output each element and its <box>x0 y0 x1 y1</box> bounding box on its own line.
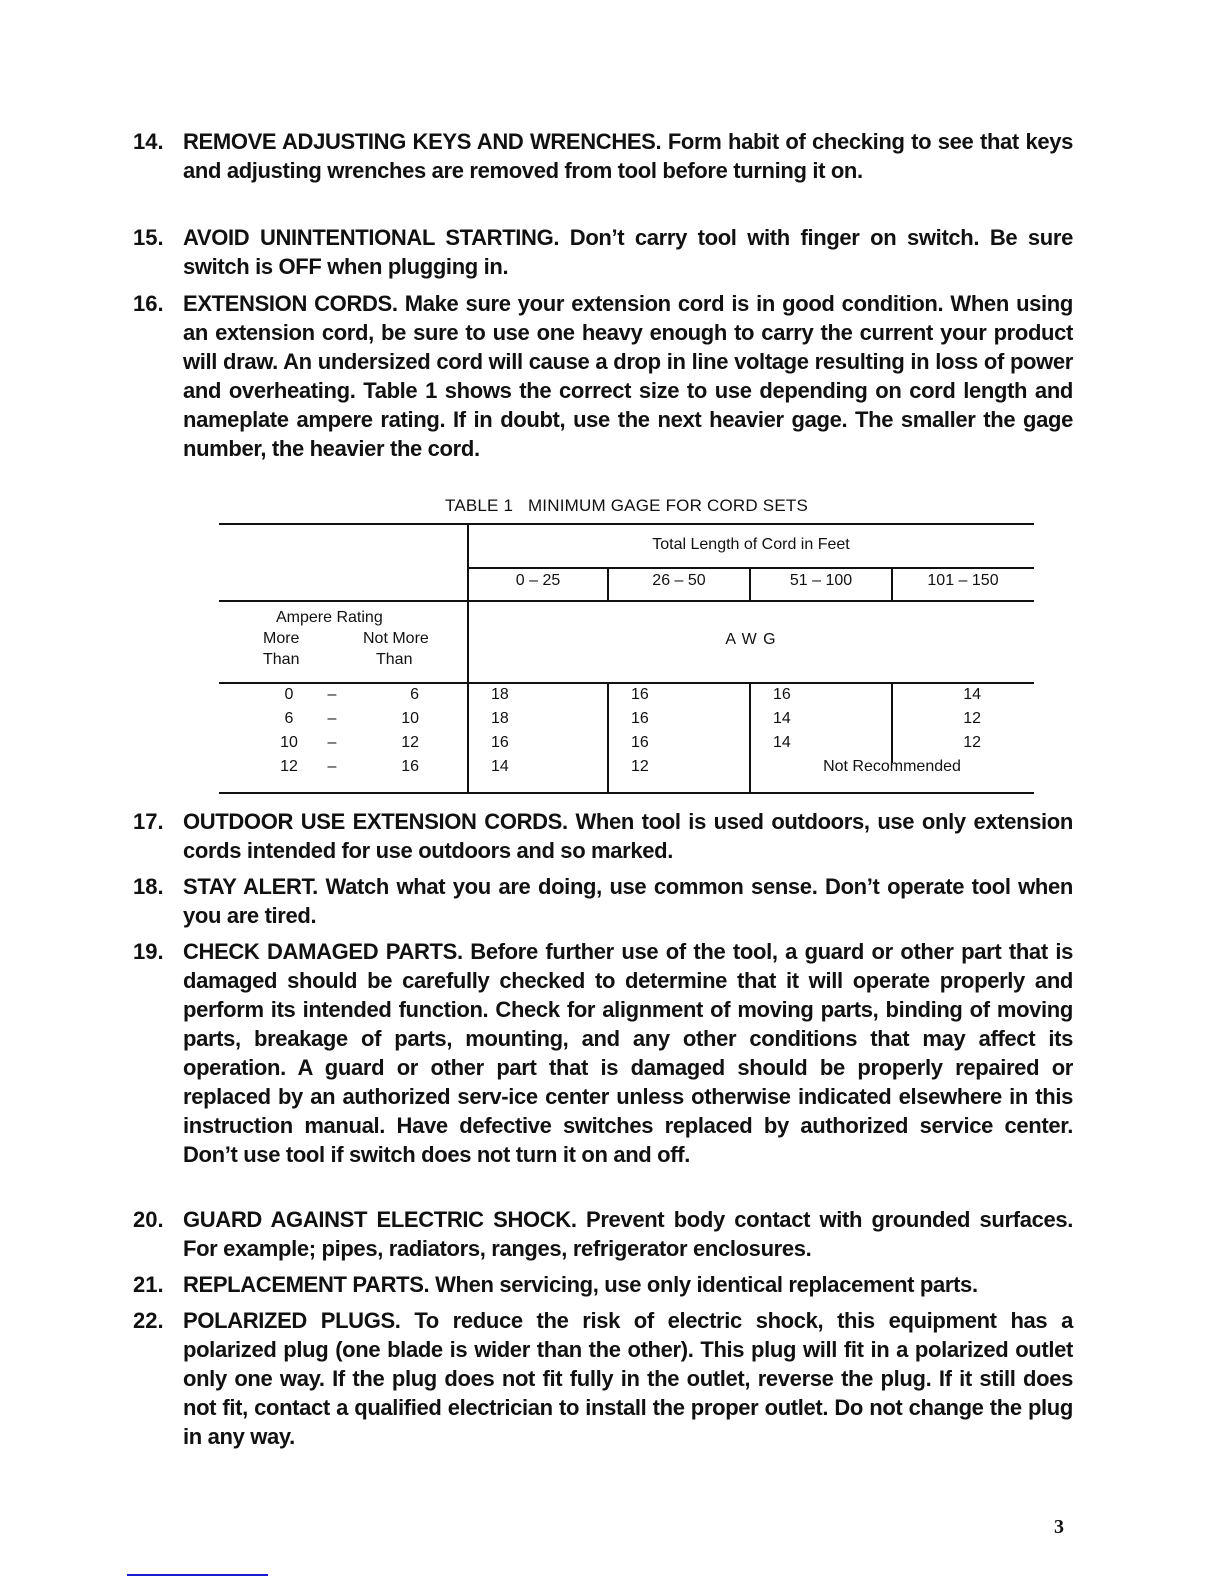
more-than-label: More <box>263 630 300 647</box>
ampere-not-more: 10 <box>401 710 419 727</box>
item-text: To reduce the risk of electric shock, this equipment has a polarized plug (one blade is wider than the other). This plug will fit in a polarized outlet only one way. If the plug does not fit fully in the outlet, reverse the plug. If it still does not fit, contact a qualified electrician to install the proper outlet. Do not change the plug in any way. <box>183 1308 1073 1449</box>
ampere-not-more: 6 <box>410 686 419 703</box>
item-body <box>183 807 1073 865</box>
item-heading: REMOVE ADJUSTING KEYS AND WRENCHES. <box>183 129 668 154</box>
gage-value: 18 <box>491 686 509 703</box>
item-text: Form habit of checking to see that keys and adjusting wrenches are removed from tool before turning it on. <box>183 129 1073 183</box>
gage-value: 14 <box>963 686 981 703</box>
gage-value: 12 <box>631 758 649 775</box>
table-col-divider-3 <box>891 683 893 763</box>
gage-value: 14 <box>491 758 509 775</box>
item-body <box>183 127 1073 185</box>
gage-value: 16 <box>631 686 649 703</box>
safety-item-20 <box>133 1205 1073 1263</box>
item-heading: POLARIZED PLUGS. <box>183 1308 415 1333</box>
safety-item-15 <box>133 223 1073 281</box>
gage-value: 16 <box>491 734 509 751</box>
safety-item-19 <box>133 937 1073 1169</box>
awg-label: A W G <box>725 631 777 648</box>
safety-item-17 <box>133 807 1073 865</box>
item-heading: EXTENSION CORDS. <box>183 291 405 316</box>
table-col-divider-1 <box>607 683 609 793</box>
ampere-more-than: 6 <box>284 710 294 727</box>
gage-value: 16 <box>631 710 649 727</box>
item-number: 18. <box>133 874 164 899</box>
ampere-dash: – <box>327 758 337 775</box>
ampere-dash: – <box>327 686 337 703</box>
page-number: 3 <box>1054 1516 1064 1538</box>
not-more-than-label: Than <box>376 651 413 668</box>
item-heading: CHECK DAMAGED PARTS. <box>183 939 471 964</box>
item-heading: AVOID UNINTENTIONAL STARTING. <box>183 225 570 250</box>
ampere-dash: – <box>327 710 337 727</box>
cord-gage-table <box>219 523 1034 794</box>
item-text: Watch what you are doing, use common sense. Don’t operate tool when you are tired. <box>183 874 1073 928</box>
item-text: Prevent body contact with grounded surfaces. For example; pipes, radiators, ranges, refrigerator enclosures. <box>183 1207 1074 1261</box>
item-body <box>183 872 1073 930</box>
item-body <box>183 1270 1073 1299</box>
item-text: Make sure your extension cord is in good condition. When using an extension cord, be sure to use one heavy enough to carry the current your product will draw. An undersized cord will cause a drop in line voltage resulting in loss of power and overheating. Table 1 shows the correct size to use depending on cord length and nameplate ampere rating. If in doubt, use the next heavier gage. The smaller the gage number, the heavier the cord. <box>183 291 1073 461</box>
item-body <box>183 223 1073 281</box>
item-text: When tool is used outdoors, use only extension cords intended for use outdoors and so marked. <box>183 809 1073 863</box>
item-body <box>183 1306 1073 1451</box>
gage-value: 16 <box>631 734 649 751</box>
item-number: 15. <box>133 225 164 250</box>
ampere-more-than: 10 <box>280 734 298 751</box>
table-top-rule <box>219 523 1034 525</box>
item-number: 19. <box>133 939 164 964</box>
item-text: Before further use of the tool, a guard or other part that is damaged should be carefully checked to determine that it will operate properly and perform its intended function. Check for alignment of moving parts, binding of moving parts, breakage of parts, mounting, and any other conditions that may affect its operation. A guard or other part that is damaged should be properly repaired or replaced by an authorized serv-ice center unless otherwise indicated elsewhere in this instruction manual. Have defective switches replaced by authorized service center. Don’t use tool if switch does not turn it on and off. <box>183 939 1073 1167</box>
length-column-header: 51 – 100 <box>789 572 853 589</box>
safety-item-18 <box>133 872 1073 930</box>
more-than-label: Than <box>263 651 300 668</box>
length-column-header: 26 – 50 <box>652 572 706 589</box>
item-text: When servicing, use only identical replacement parts. <box>435 1272 978 1297</box>
length-column-header: 101 – 150 <box>927 572 999 589</box>
ampere-more-than: 0 <box>284 686 294 703</box>
safety-item-22 <box>133 1306 1073 1451</box>
item-number: 20. <box>133 1207 164 1232</box>
ampere-not-more: 16 <box>401 758 419 775</box>
length-column-header: 0 – 25 <box>515 572 561 589</box>
gage-value: 14 <box>773 734 791 751</box>
not-recommended-note: Not Recommended <box>823 758 961 775</box>
gage-value: 12 <box>963 710 981 727</box>
gage-value: 14 <box>773 710 791 727</box>
ampere-more-than: 12 <box>280 758 298 775</box>
safety-item-14 <box>133 127 1073 185</box>
length-header: Total Length of Cord in Feet <box>652 536 850 553</box>
item-number: 17. <box>133 809 164 834</box>
item-body <box>183 289 1073 463</box>
item-number: 16. <box>133 291 164 316</box>
item-body <box>183 1205 1073 1263</box>
ampere-rating-label: Ampere Rating <box>276 609 383 626</box>
item-heading: REPLACEMENT PARTS. <box>183 1272 436 1297</box>
table-stub-divider <box>467 523 469 794</box>
item-number: 22. <box>133 1308 164 1333</box>
item-number: 14. <box>133 129 164 154</box>
table-columns-rule <box>219 600 1034 602</box>
item-heading: OUTDOOR USE EXTENSION CORDS. <box>183 809 576 834</box>
gage-value: 12 <box>963 734 981 751</box>
gage-value: 16 <box>773 686 791 703</box>
item-heading: STAY ALERT. <box>183 874 326 899</box>
item-body <box>183 937 1073 1169</box>
item-text: Don’t carry tool with finger on switch. Be sure switch is OFF when plugging in. <box>183 225 1073 279</box>
table-caption: TABLE 1 MINIMUM GAGE FOR CORD SETS <box>445 496 808 515</box>
item-number: 21. <box>133 1272 164 1297</box>
footer-link-rule <box>127 1574 268 1576</box>
not-more-than-label: Not More <box>363 630 429 647</box>
table-bottom-rule <box>219 792 1034 794</box>
gage-value: 18 <box>491 710 509 727</box>
ampere-dash: – <box>327 734 337 751</box>
safety-item-21 <box>133 1270 1073 1299</box>
ampere-not-more: 12 <box>401 734 419 751</box>
safety-item-16 <box>133 289 1073 463</box>
item-heading: GUARD AGAINST ELECTRIC SHOCK. <box>183 1207 587 1232</box>
